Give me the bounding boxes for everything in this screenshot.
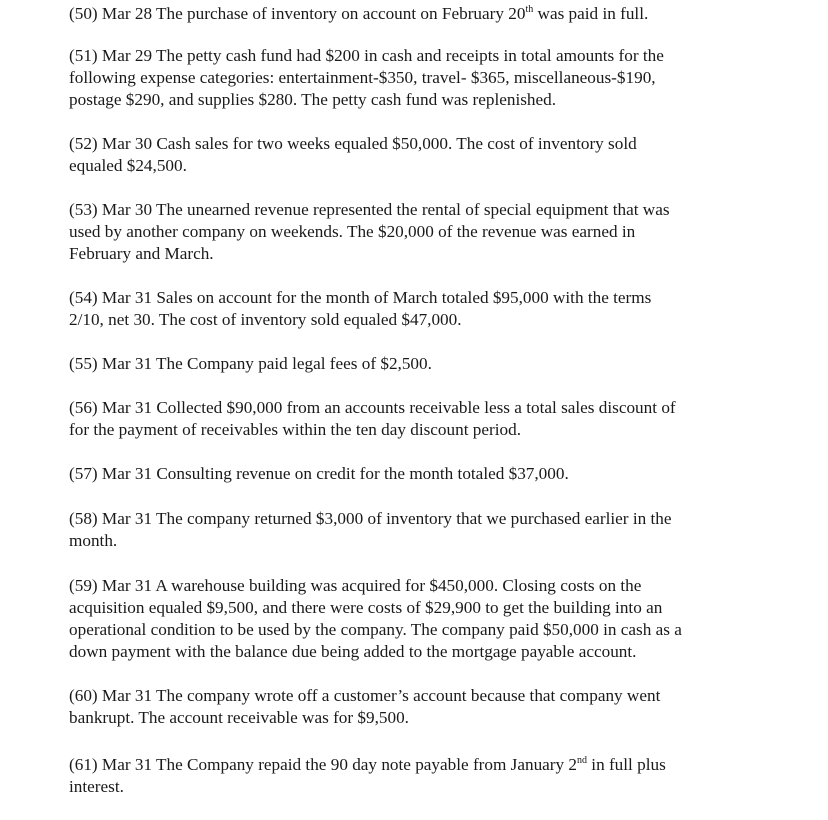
entry-55-line-1: (55) Mar 31 The Company paid legal fees of $2,500.: [69, 354, 432, 373]
entry-59-line-2: acquisition equaled $9,500, and there were costs of $29,900 to get the building into an: [69, 598, 663, 617]
entry-55: [69, 353, 769, 375]
entry-53-line-2: used by another company on weekends. The $20,000 of the revenue was earned in: [69, 222, 636, 241]
entry-61-text: (61) Mar 31 The Company repaid the 90 day note payable from January 2: [69, 755, 577, 774]
entry-54-line-2: 2/10, net 30. The cost of inventory sold equaled $47,000.: [69, 310, 462, 329]
entry-61: [69, 754, 769, 798]
entry-56-line-1: (56) Mar 31 Collected $90,000 from an accounts receivable less a total sales discount of: [69, 398, 676, 417]
entry-57: [69, 463, 769, 485]
entry-52: [69, 133, 769, 177]
entry-54-line-1: (54) Mar 31 Sales on account for the month of March totaled $95,000 with the terms: [69, 288, 652, 307]
entry-50-text: (50) Mar 28 The purchase of inventory on account on February 20: [69, 4, 526, 23]
entry-52-line-1: (52) Mar 30 Cash sales for two weeks equaled $50,000. The cost of inventory sold: [69, 134, 637, 153]
entry-59-line-3: operational condition to be used by the company. The company paid $50,000 in cash as a: [69, 620, 682, 639]
entry-54: [69, 287, 769, 331]
entry-51-line-3: postage $290, and supplies $280. The petty cash fund was replenished.: [69, 90, 557, 109]
document-body: [69, 3, 769, 820]
entry-53-line-3: February and March.: [69, 244, 214, 263]
entry-51-line-1: (51) Mar 29 The petty cash fund had $200 in cash and receipts in total amounts for the: [69, 46, 664, 65]
entry-52-line-2: equaled $24,500.: [69, 156, 187, 175]
entry-58: [69, 508, 769, 552]
entry-56-line-2: for the payment of receivables within the ten day discount period.: [69, 420, 521, 439]
entry-60-line-1: (60) Mar 31 The company wrote off a customer’s account because that company went: [69, 686, 661, 705]
entry-53: [69, 199, 769, 265]
entry-61-superscript: nd: [577, 755, 587, 766]
entry-50-superscript: th: [525, 4, 534, 15]
entry-50-text-end: was paid in full.: [533, 4, 649, 23]
entry-61-text-end: in full plus: [587, 755, 666, 774]
entry-53-line-1: (53) Mar 30 The unearned revenue represented the rental of special equipment that was: [69, 200, 670, 219]
entry-59: [69, 575, 769, 663]
entry-58-line-2: month.: [69, 531, 118, 550]
entry-57-line-1: (57) Mar 31 Consulting revenue on credit for the month totaled $37,000.: [69, 464, 569, 483]
entry-58-line-1: (58) Mar 31 The company returned $3,000 of inventory that we purchased earlier in the: [69, 509, 672, 528]
entry-60: [69, 685, 769, 729]
entry-60-line-2: bankrupt. The account receivable was for $9,500.: [69, 708, 409, 727]
entry-56: [69, 397, 769, 441]
entry-51-line-2: following expense categories: entertainment-$350, travel- $365, miscellaneous-$190,: [69, 68, 656, 87]
entry-59-line-4: down payment with the balance due being added to the mortgage payable account.: [69, 642, 637, 661]
entry-51: [69, 45, 769, 111]
entry-50: [69, 3, 769, 25]
entry-59-line-1: (59) Mar 31 A warehouse building was acquired for $450,000. Closing costs on the: [69, 576, 642, 595]
entry-61-line-2: interest.: [69, 777, 124, 796]
